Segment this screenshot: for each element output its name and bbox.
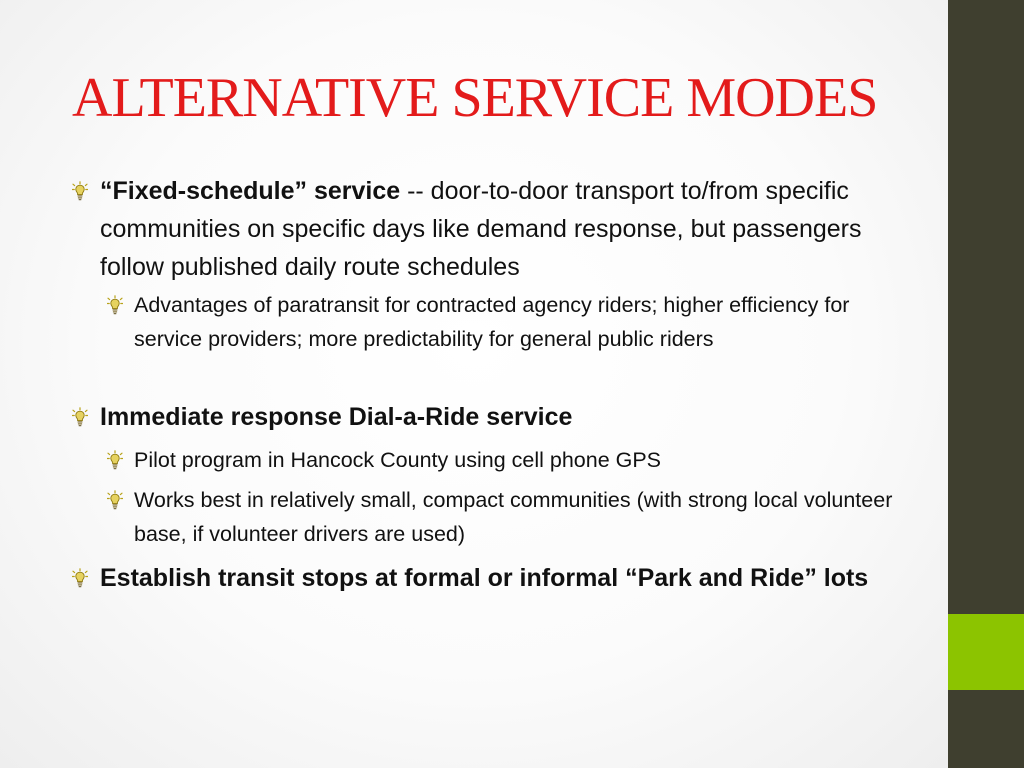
lightbulb-icon <box>107 450 123 470</box>
lightbulb-icon <box>107 295 123 315</box>
bullet-lead: “Fixed-schedule” service <box>100 177 401 205</box>
slide-title: ALTERNATIVE SERVICE MODES <box>72 67 878 129</box>
bullet-item <box>100 559 890 597</box>
bullet-text: -- door-to-door transport to/from specific communities on specific days like demand response, but passengers follow published daily route schedules <box>100 177 862 281</box>
lightbulb-icon <box>72 181 88 201</box>
sidebar-accent-block <box>948 614 1024 690</box>
lightbulb-icon <box>107 490 123 510</box>
sub-bullet-text: Pilot program in Hancock County using cell phone GPS <box>134 448 662 472</box>
bullet-lead: Establish transit stops at formal or informal “Park and Ride” lots <box>100 564 869 592</box>
sub-bullet-text: Advantages of paratransit for contracted agency riders; higher efficiency for service providers; more predictability for general public riders <box>134 293 850 351</box>
sub-bullet-item <box>134 483 904 551</box>
sub-bullet-text: Works best in relatively small, compact communities (with strong local volunteer base, if volunteer drivers are used) <box>134 488 893 546</box>
lightbulb-icon <box>72 407 88 427</box>
bullet-item <box>100 398 890 436</box>
bullet-lead: Immediate response Dial-a-Ride service <box>100 403 573 431</box>
sub-bullet-item <box>134 288 904 356</box>
bullet-item <box>100 172 890 286</box>
sub-bullet-item <box>134 443 904 477</box>
lightbulb-icon <box>72 568 88 588</box>
